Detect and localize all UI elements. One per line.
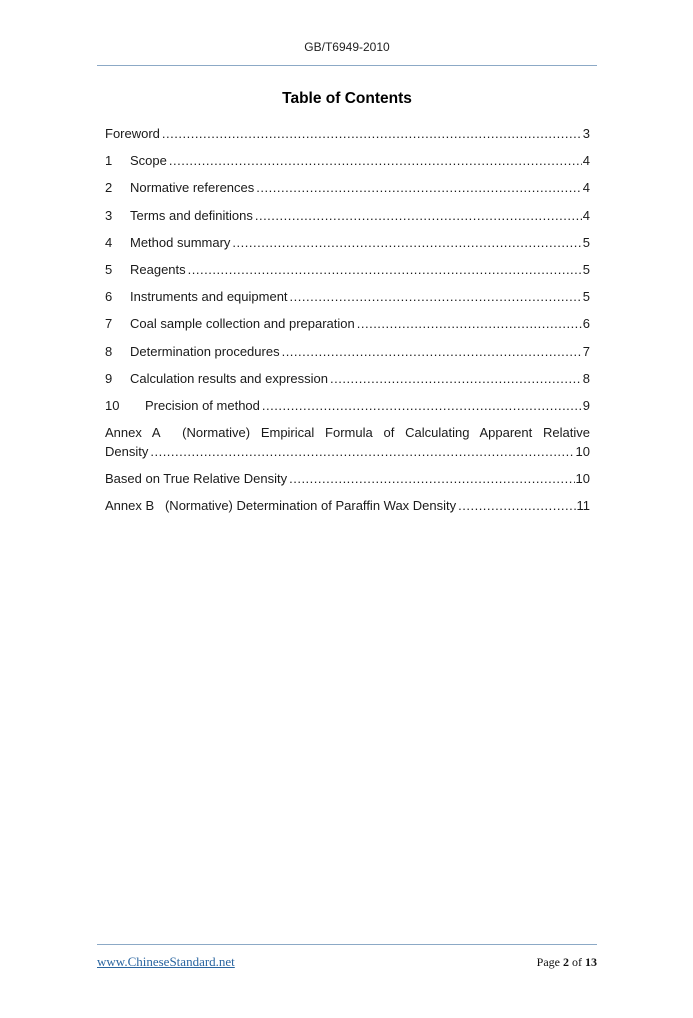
- toc-entry-title: Precision of method: [145, 397, 260, 413]
- footer-of-word: of: [572, 955, 582, 969]
- footer-page-word: Page: [536, 955, 560, 969]
- toc-page-number: 8: [582, 370, 590, 386]
- toc-page-number: 4: [582, 180, 590, 196]
- toc-entry-calculation-results: [105, 369, 590, 388]
- toc-entry-title: Calculation results and expression: [130, 370, 328, 386]
- dot-leader: [253, 206, 582, 225]
- doc-number: GB/T6949-2010: [304, 40, 390, 54]
- toc-entry-determination-procedures: [105, 342, 590, 361]
- toc-entry-title-line2: Density: [105, 444, 149, 460]
- toc-entry-normative-references: [105, 178, 590, 197]
- dot-leader: [160, 124, 582, 143]
- footer-page-current: 2: [563, 955, 569, 969]
- toc-entry-annex-b: [105, 496, 590, 515]
- toc-page-number: 10: [575, 444, 590, 460]
- dot-leader: [148, 442, 574, 461]
- toc-entry-title: Coal sample collection and preparation: [130, 316, 355, 332]
- page-content: [97, 38, 597, 515]
- footer-rule: [97, 944, 597, 945]
- dot-leader: [260, 396, 582, 415]
- toc-entry-instruments-equipment: [105, 287, 590, 306]
- toc-entry-title-line1: Annex A (Normative) Empirical Formula of Calculating Apparent Relative: [105, 425, 590, 441]
- toc-entry-number: 4: [105, 234, 113, 250]
- footer-page-indicator: [537, 955, 597, 970]
- toc-page-number: 4: [582, 153, 590, 169]
- toc-entry-number: 9: [105, 370, 113, 386]
- dot-leader: [328, 369, 582, 388]
- toc-page-number: 6: [582, 316, 590, 332]
- toc-entry-title: Determination procedures: [130, 343, 280, 359]
- toc-entry-title: Normative references: [130, 180, 255, 196]
- toc-page-number: 3: [582, 126, 590, 141]
- page-title: Table of Contents: [282, 90, 412, 107]
- toc-entry-title: Terms and definitions: [130, 207, 253, 223]
- toc-page-number: 5: [582, 289, 590, 305]
- toc-entry-number: 6: [105, 289, 113, 305]
- toc-entry-number: 2: [105, 180, 113, 196]
- toc-entry-based-on-true-relative-density: [105, 469, 590, 488]
- footer-website-link[interactable]: www.ChineseStandard.net: [97, 954, 235, 969]
- toc-entry-annex-a: [105, 423, 590, 461]
- toc-entry-title: Reagents: [130, 261, 186, 277]
- toc-entry-title: Instruments and equipment: [130, 289, 288, 305]
- toc-entry-title: Foreword: [105, 126, 160, 141]
- toc-entry-title: Scope: [130, 153, 167, 169]
- toc-page-number: 9: [582, 397, 590, 413]
- toc-entry-terms-definitions: [105, 206, 590, 225]
- table-of-contents: [97, 124, 597, 515]
- toc-entry-scope: [105, 151, 590, 170]
- toc-entry-number: 8: [105, 343, 113, 359]
- toc-page-number: 10: [575, 471, 590, 487]
- dot-leader: [254, 178, 581, 197]
- header-rule: [97, 65, 597, 66]
- footer-page-total: 13: [585, 955, 597, 969]
- toc-entry-title: Annex B (Normative) Determination of Paraffin Wax Density: [105, 498, 457, 514]
- toc-entry-number: 3: [105, 207, 113, 223]
- toc-page-number: 4: [582, 207, 590, 223]
- dot-leader: [287, 469, 574, 488]
- toc-entry-number: 1: [105, 153, 113, 169]
- dot-leader: [456, 496, 575, 515]
- toc-entry-number: 10: [105, 397, 120, 413]
- dot-leader: [288, 287, 582, 306]
- toc-entry-title: Method summary: [130, 234, 231, 250]
- toc-entry-precision-of-method: [105, 396, 590, 415]
- dot-leader: [167, 151, 582, 170]
- toc-entry-method-summary: [105, 233, 590, 252]
- dot-leader: [186, 260, 582, 279]
- page-footer: [97, 944, 597, 970]
- toc-page-number: 11: [576, 498, 590, 514]
- toc-entry-number: 7: [105, 316, 113, 332]
- toc-entry-foreword: [105, 124, 590, 143]
- toc-page-number: 5: [582, 234, 590, 250]
- toc-entry-reagents: [105, 260, 590, 279]
- toc-entry-coal-sample: [105, 314, 590, 333]
- dot-leader: [230, 233, 581, 252]
- dot-leader: [355, 314, 582, 333]
- toc-page-number: 5: [582, 261, 590, 277]
- toc-page-number: 7: [582, 343, 590, 359]
- dot-leader: [280, 342, 582, 361]
- toc-entry-number: 5: [105, 261, 113, 277]
- toc-entry-title: Based on True Relative Density: [105, 471, 288, 487]
